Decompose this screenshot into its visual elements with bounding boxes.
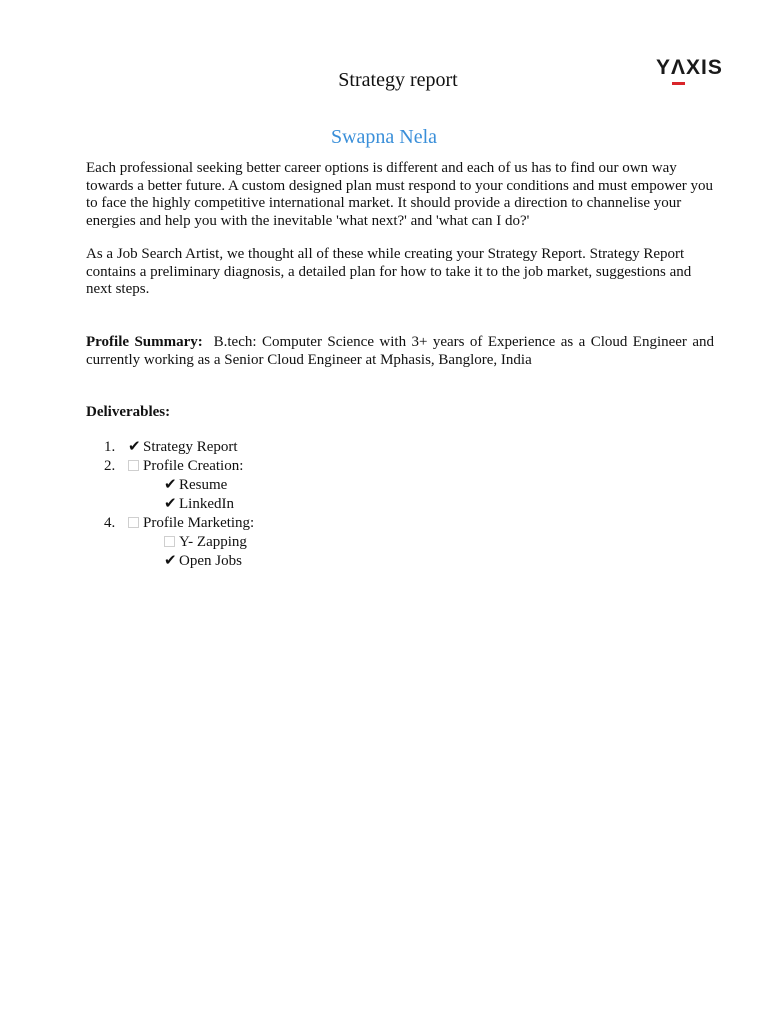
deliverable-number: 4. [104, 515, 116, 531]
deliverable-entry [128, 438, 238, 457]
deliverable-entry [164, 533, 247, 552]
deliverable-label: Resume [179, 477, 228, 493]
deliverable-label: Profile Creation: [143, 458, 244, 474]
page-title: Strategy report [338, 69, 458, 91]
profile-summary [86, 334, 714, 369]
deliverable-item [0, 514, 768, 533]
deliverable-label: Y- Zapping [179, 534, 247, 550]
empty-checkbox-icon [128, 460, 139, 471]
profile-summary-text: B.tech: Computer Science with 3+ years of Experience as a Cloud Engineer and currently working as a Senior Cloud Engineer at Mphasis, Banglore, India [86, 334, 715, 368]
deliverable-entry [128, 457, 243, 476]
deliverable-label: Strategy Report [143, 439, 238, 455]
check-mark-icon: ✔ [164, 553, 177, 569]
check-mark-icon: ✔ [128, 439, 141, 455]
deliverable-item [0, 533, 768, 552]
deliverable-item [0, 457, 768, 476]
profile-summary-label: Profile Summary: [86, 334, 203, 350]
deliverable-label: Profile Marketing: [143, 515, 255, 531]
logo-letters-xis: XIS [686, 56, 723, 79]
deliverable-item [0, 552, 768, 571]
deliverable-label: Open Jobs [179, 553, 242, 569]
intro-paragraph: Each professional seeking better career options is different and each of us has to find our own way towards a better future. A custom designed plan must respond to your conditions and must empower you to face the highly competitive international market. It should provide a direction to channelise your energies and help you with the inevitable 'what next?' and 'what can I do?' [86, 160, 713, 229]
deliverable-label: LinkedIn [179, 496, 234, 512]
check-mark-icon: ✔ [164, 496, 177, 512]
deliverable-item [0, 495, 768, 514]
logo-letter-y: Y [656, 56, 672, 79]
deliverable-entry [164, 552, 242, 571]
check-mark-icon: ✔ [164, 477, 177, 493]
deliverable-item [0, 438, 768, 457]
deliverable-number: 1. [104, 439, 116, 455]
deliverables-heading: Deliverables: [86, 404, 171, 420]
deliverable-entry [164, 495, 234, 514]
deliverable-entry [128, 514, 254, 533]
candidate-name: Swapna Nela [330, 126, 438, 148]
deliverable-number: 2. [104, 458, 116, 474]
job-search-paragraph: As a Job Search Artist, we thought all of these while creating your Strategy Report. Strategy Report contains a preliminary diagnosis, a detailed plan for how to take it to the job market, suggestions and next steps. [86, 246, 692, 297]
empty-checkbox-icon [164, 536, 175, 547]
empty-checkbox-icon [128, 517, 139, 528]
deliverable-item [0, 476, 768, 495]
deliverable-entry [164, 476, 227, 495]
logo-lambda-mark: Λ [671, 56, 687, 79]
